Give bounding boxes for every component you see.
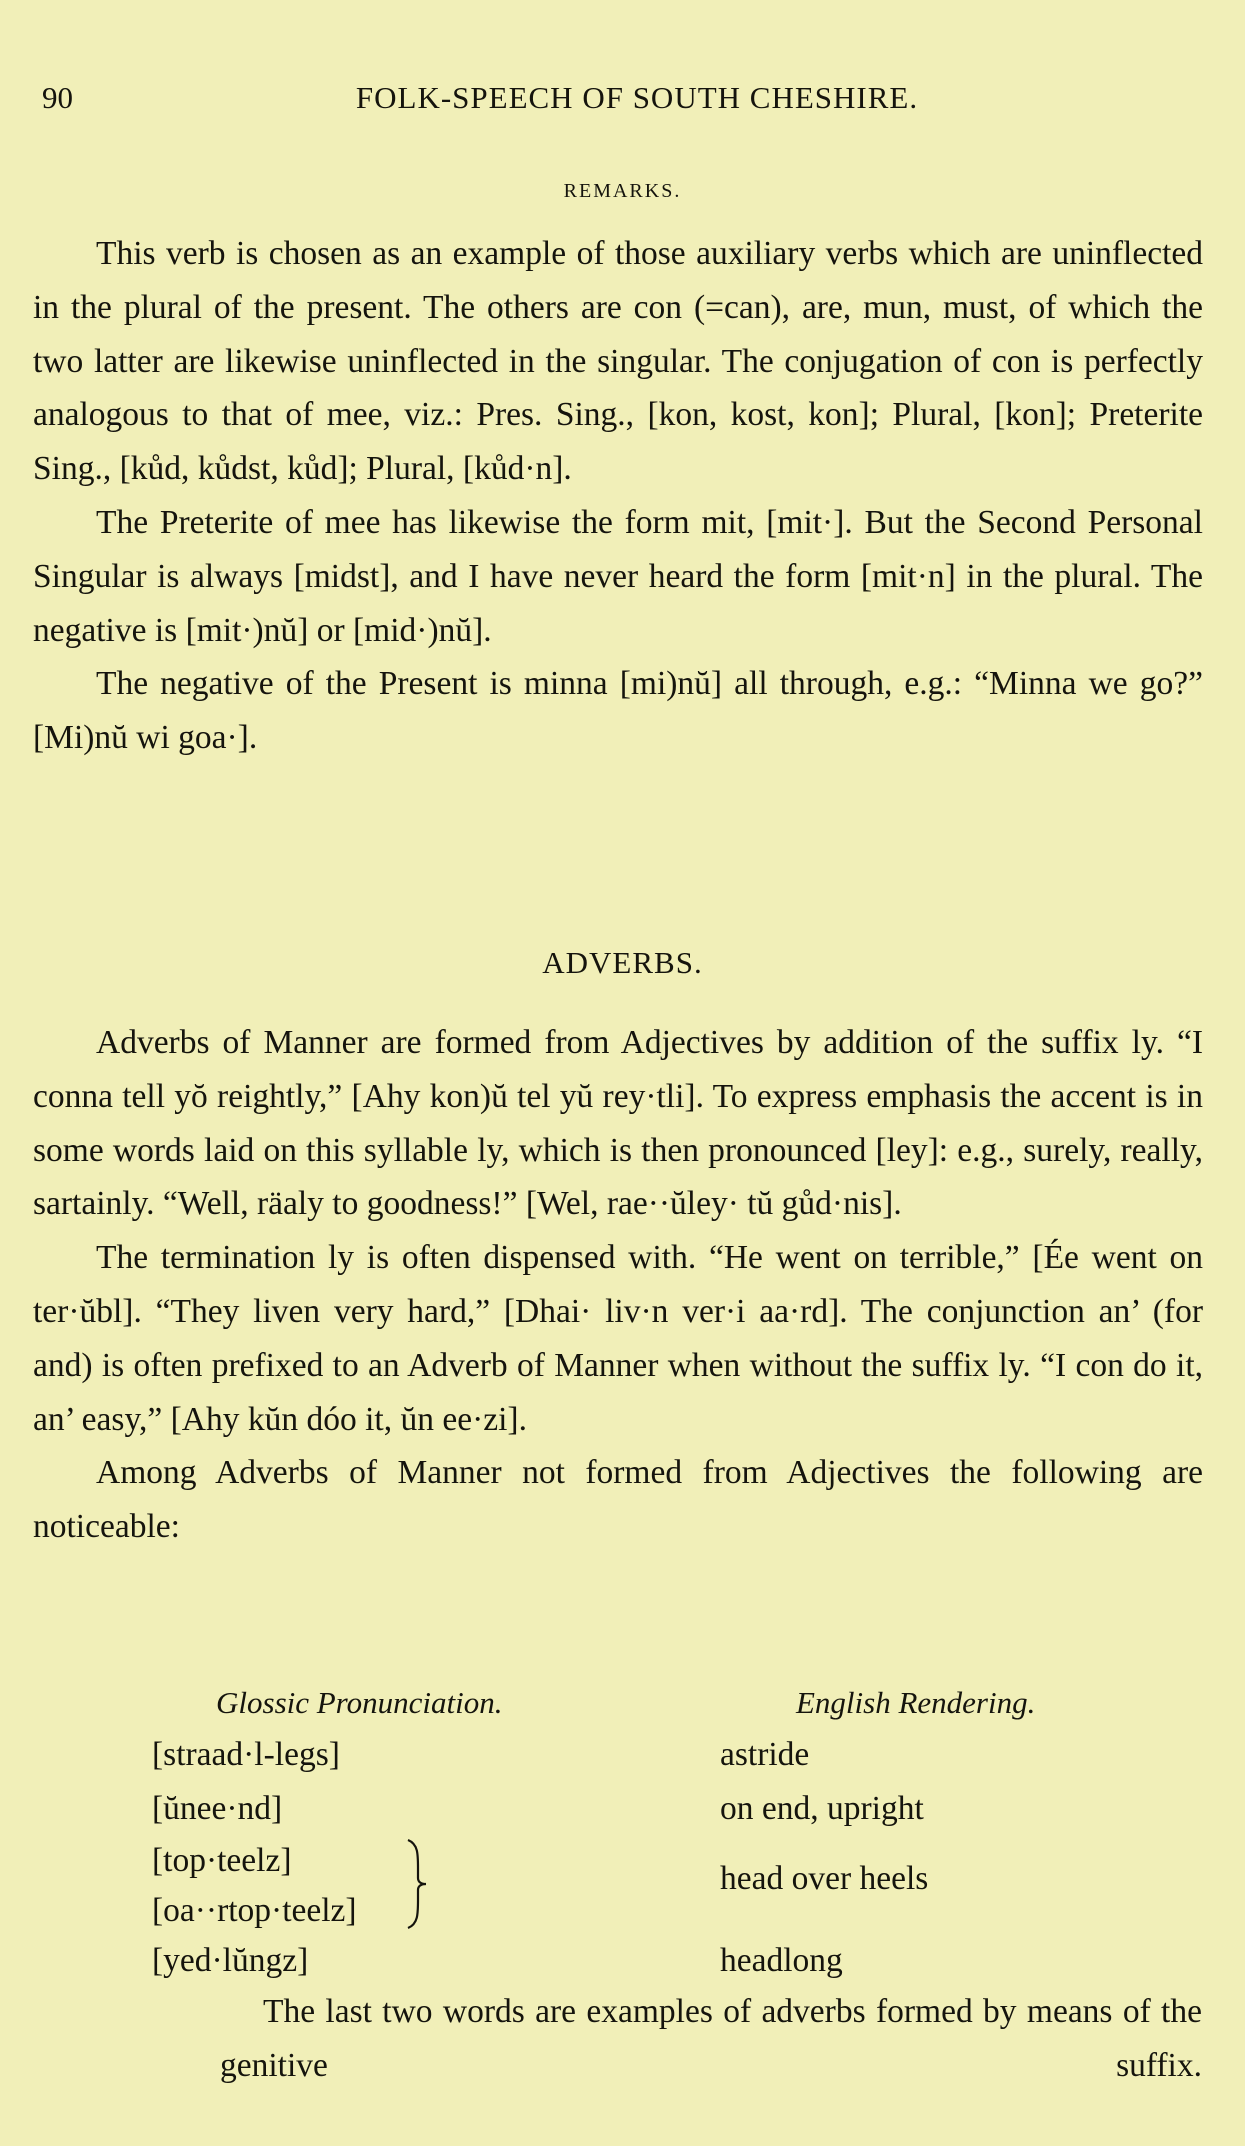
glossic-column-header: Glossic Pronunciation. bbox=[216, 1685, 503, 1720]
glossic-entry: [ŭnee·nd] bbox=[152, 1790, 283, 1827]
english-column-header: English Rendering. bbox=[796, 1685, 1036, 1720]
running-head bbox=[42, 80, 1202, 128]
remarks-paragraph-1: This verb is chosen as an example of those auxiliary verbs which are uninflected in the plural of the present. The others are con (=can), are, mun, must, of which the two latter are likewise uninflected in the singular. The conjugation of con is perfectly analogous to that of mee, viz.: Pres. Sing., [kon, kost, kon]; Plural, [kon]; Preterite Sing., [kůd, kůdst, kůd]; Plural, [kůd·n]. bbox=[33, 235, 1203, 488]
english-entry: on end, upright bbox=[720, 1790, 924, 1827]
english-entry-shared: head over heels bbox=[720, 1860, 929, 1897]
remarks-paragraph-2: The Preterite of mee has likewise the form mit, [mit·]. But the Second Personal Singular is always [midst], and I have never heard the form [mit·n] in the plural. The negative is [mit·)nŭ] or [mid·)nŭ]. bbox=[33, 503, 1203, 649]
page-number: 90 bbox=[42, 80, 73, 115]
adverbs-paragraph-2: The termination ly is often dispensed with. “He went on terrible,” [Ée went on ter·ŭbl]. “They liven very hard,” [Dhai· liv·n ver·i aa·rd]. The conjunction an’ (for and) is often prefixed to an Adverb of Manner when without the suffix ly. “I con do it, an’ easy,” [Ahy kŭn dóo it, ŭn ee·zi]. bbox=[33, 1239, 1203, 1438]
adverbs-paragraph-1: Adverbs of Manner are formed from Adjectives by addition of the suffix ly. “I conna tell yŏ reightly,” [Ahy kon)ŭ tel yŭ rey·tli]. To express emphasis the accent is in some words laid on this syllable ly, which is then pronounced [ley]: e.g., surely, really, sartainly. “Well, räaly to goodness!” [Wel, rae··ŭley· tŭ gůd·nis]. bbox=[33, 1024, 1203, 1223]
remarks-heading: REMARKS. bbox=[563, 180, 682, 202]
glossic-entry: [yed·lŭngz] bbox=[152, 1942, 309, 1979]
glossic-entry: [oa··rtop·teelz] bbox=[152, 1892, 357, 1929]
brace-icon bbox=[404, 1838, 434, 1930]
english-entry: headlong bbox=[720, 1942, 843, 1979]
closing-paragraph bbox=[220, 1985, 1202, 2146]
remarks-paragraph-3: The negative of the Present is minna [mi)nŭ] all through, e.g.: “Minna we go?” [Mi)nŭ wi goa·]. bbox=[33, 665, 1203, 757]
adverbs-section bbox=[33, 1016, 1203, 1554]
closing-text: The last two words are examples of adverbs formed by means of the genitive suffix. bbox=[220, 1993, 1202, 2084]
remarks-section bbox=[33, 227, 1203, 765]
glossic-entry: [top·teelz] bbox=[152, 1842, 292, 1879]
adverbs-paragraph-3: Among Adverbs of Manner not formed from Adjectives the following are noticeable: bbox=[33, 1454, 1203, 1546]
glossic-entry: [straad·l-legs] bbox=[152, 1736, 340, 1773]
running-title: FOLK-SPEECH OF SOUTH CHESHIRE. bbox=[355, 80, 919, 115]
english-entry: astride bbox=[720, 1736, 810, 1773]
adverbs-heading: ADVERBS. bbox=[542, 945, 703, 980]
